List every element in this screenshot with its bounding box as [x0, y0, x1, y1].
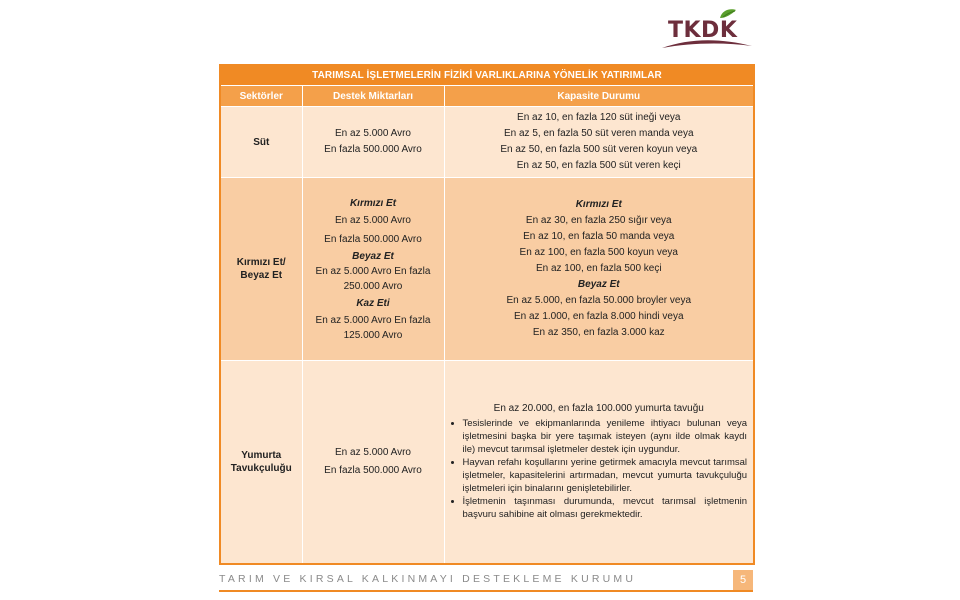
table-row	[220, 107, 754, 178]
header-support: Destek Miktarları	[302, 86, 444, 107]
support-line: En fazla 500.000 Avro	[324, 464, 422, 476]
investment-table	[219, 64, 755, 565]
conditions-list	[445, 417, 754, 521]
list-item: • Hayvan refahı koşullarını yerine getirmek amacıyla mevcut tarımsal işletmeler, kapasitelerini artırmadan, mevcut yumurta tavukçuluğu işletmeleri için binalarını genişletebilirler.	[463, 456, 748, 495]
capacity-line: En az 10, en fazla 50 manda veya	[523, 231, 675, 242]
sector-cell	[220, 107, 302, 178]
support-line: En az 5.000 Avro	[335, 446, 411, 458]
capacity-line: En az 50, en fazla 500 süt veren koyun veya	[500, 144, 698, 155]
subheading: Kırmızı Et	[575, 199, 622, 210]
support-line: En az 5.000 Avro En fazla	[315, 314, 431, 326]
support-cell	[302, 178, 444, 361]
footer-org-name: TARIM VE KIRSAL KALKINMAYI DESTEKLEME KURUMU	[219, 573, 637, 585]
tkdk-logo	[660, 8, 756, 54]
support-line: 125.000 Avro	[343, 329, 403, 341]
support-line: En fazla 500.000 Avro	[324, 233, 422, 245]
capacity-line: En az 30, en fazla 250 sığır veya	[525, 215, 672, 226]
footer-divider	[219, 590, 753, 592]
support-cell	[302, 107, 444, 178]
sector-cell	[220, 178, 302, 361]
list-item: • Tesislerinde ve ekipmanlarında yenileme ihtiyacı bulunan veya işletmesini başka bir yere taşımak isteyen (aynı ilde olmak kaydı ile) mevcut tarımsal işletmeler destek için uygundur.	[463, 417, 748, 456]
capacity-line: En az 1.000, en fazla 8.000 hindi veya	[513, 311, 684, 322]
support-line: En az 5.000 Avro	[335, 214, 411, 226]
subheading: Beyaz Et	[577, 279, 620, 290]
list-item: • İşletmenin taşınması durumunda, mevcut tarımsal işletmenin başvuru sahibine ait olması gerekmektedir.	[463, 495, 748, 521]
capacity-line: En az 50, en fazla 500 süt veren keçi	[516, 160, 681, 171]
capacity-line: En az 20.000, en fazla 100.000 yumurta tavuğu	[493, 403, 704, 415]
sector-cell	[220, 361, 302, 564]
table-row	[220, 178, 754, 361]
sector-label: Kırmızı Et/	[236, 257, 286, 268]
sector-label: Beyaz Et	[240, 270, 283, 281]
subheading: Kırmızı Et	[349, 197, 397, 209]
capacity-line: En az 10, en fazla 120 süt ineği veya	[517, 112, 681, 123]
table-title: TARIMSAL İŞLETMELERİN FİZİKİ VARLIKLARINA YÖNELİK YATIRIMLAR	[220, 65, 754, 86]
subheading: Kaz Eti	[356, 297, 390, 309]
capacity-cell	[444, 178, 754, 361]
subheading: Beyaz Et	[352, 250, 394, 262]
sector-label: Tavukçuluğu	[230, 462, 292, 474]
header-sectors: Sektörler	[220, 86, 302, 107]
header-capacity: Kapasite Durumu	[444, 86, 754, 107]
logo-text: TKDK	[668, 18, 738, 43]
capacity-line: En az 350, en fazla 3.000 kaz	[532, 327, 665, 338]
capacity-cell	[444, 361, 754, 564]
support-line: 250.000 Avro	[343, 280, 403, 292]
capacity-line: En az 100, en fazla 500 keçi	[535, 263, 662, 274]
capacity-line: En az 100, en fazla 500 koyun veya	[519, 247, 678, 258]
table-row	[220, 361, 754, 564]
capacity-line: En az 5.000, en fazla 50.000 broyler veya	[506, 295, 692, 306]
support-cell	[302, 361, 444, 564]
support-line: En az 5.000 Avro	[335, 128, 411, 139]
capacity-cell	[444, 107, 754, 178]
sector-label: Yumurta	[241, 449, 282, 461]
capacity-line: En az 5, en fazla 50 süt veren manda veya	[503, 128, 694, 139]
page-number: 5	[733, 570, 753, 590]
support-line: En az 5.000 Avro En fazla	[315, 265, 431, 277]
sector-label: Süt	[253, 136, 270, 148]
support-line: En fazla 500.000 Avro	[324, 144, 422, 155]
